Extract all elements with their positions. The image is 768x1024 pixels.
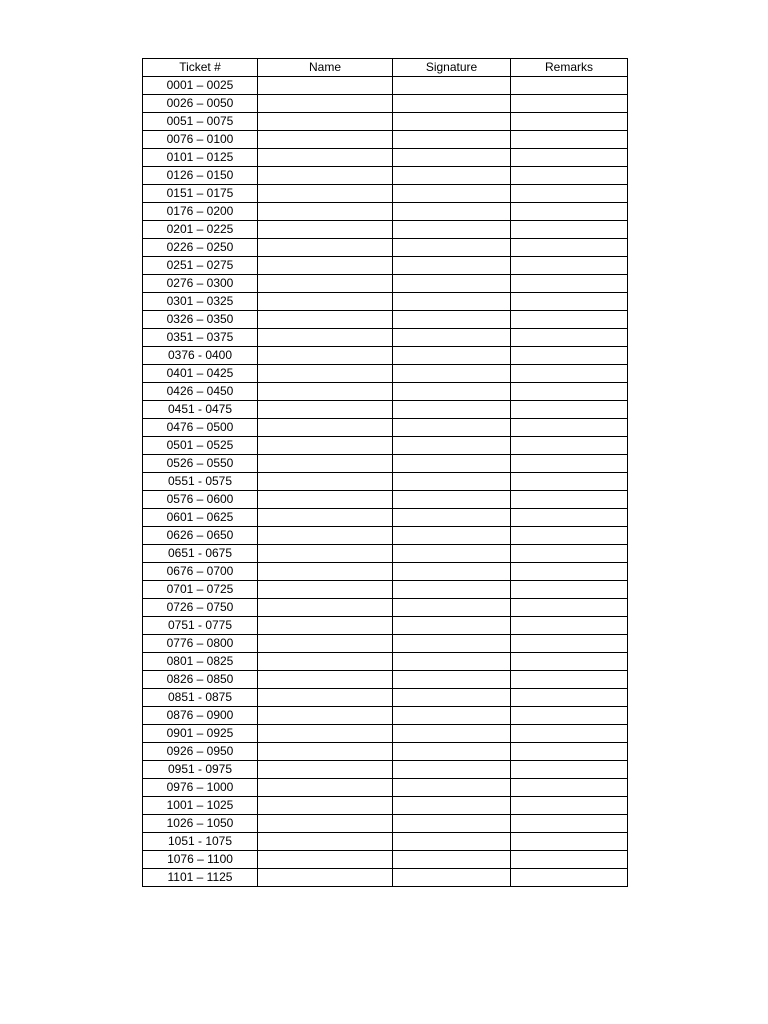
name-cell	[258, 815, 393, 833]
ticket-log-sheet	[142, 58, 627, 887]
ticket-range-cell: 0476 – 0500	[143, 419, 258, 437]
signature-cell	[393, 617, 511, 635]
signature-cell	[393, 221, 511, 239]
name-cell	[258, 563, 393, 581]
remarks-cell	[511, 347, 628, 365]
remarks-cell	[511, 653, 628, 671]
ticket-range-cell: 0901 – 0925	[143, 725, 258, 743]
ticket-range-cell: 1051 - 1075	[143, 833, 258, 851]
table-row	[143, 95, 628, 113]
remarks-cell	[511, 671, 628, 689]
name-cell	[258, 401, 393, 419]
name-cell	[258, 437, 393, 455]
name-cell	[258, 851, 393, 869]
name-cell	[258, 797, 393, 815]
signature-cell	[393, 671, 511, 689]
name-cell	[258, 77, 393, 95]
name-cell	[258, 347, 393, 365]
signature-cell	[393, 725, 511, 743]
ticket-range-cell: 0976 – 1000	[143, 779, 258, 797]
table-row	[143, 239, 628, 257]
table-row	[143, 311, 628, 329]
name-cell	[258, 509, 393, 527]
ticket-range-cell: 0951 - 0975	[143, 761, 258, 779]
signature-cell	[393, 419, 511, 437]
table-row	[143, 491, 628, 509]
name-cell	[258, 689, 393, 707]
table-row	[143, 293, 628, 311]
name-cell	[258, 221, 393, 239]
ticket-range-cell: 0626 – 0650	[143, 527, 258, 545]
table-row	[143, 473, 628, 491]
remarks-cell	[511, 851, 628, 869]
name-cell	[258, 113, 393, 131]
remarks-cell	[511, 527, 628, 545]
signature-cell	[393, 455, 511, 473]
signature-cell	[393, 329, 511, 347]
remarks-cell	[511, 149, 628, 167]
name-cell	[258, 743, 393, 761]
table-row	[143, 869, 628, 887]
table-row	[143, 599, 628, 617]
signature-cell	[393, 149, 511, 167]
remarks-cell	[511, 761, 628, 779]
ticket-range-cell: 0176 – 0200	[143, 203, 258, 221]
ticket-range-cell: 0326 – 0350	[143, 311, 258, 329]
ticket-range-cell: 0701 – 0725	[143, 581, 258, 599]
signature-cell	[393, 527, 511, 545]
table-row	[143, 203, 628, 221]
table-row	[143, 455, 628, 473]
remarks-cell	[511, 401, 628, 419]
signature-cell	[393, 113, 511, 131]
remarks-cell	[511, 869, 628, 887]
signature-cell	[393, 185, 511, 203]
ticket-range-cell: 0926 – 0950	[143, 743, 258, 761]
ticket-range-cell: 0301 – 0325	[143, 293, 258, 311]
signature-cell	[393, 743, 511, 761]
remarks-cell	[511, 689, 628, 707]
signature-cell	[393, 509, 511, 527]
table-row	[143, 545, 628, 563]
ticket-range-cell: 0251 – 0275	[143, 257, 258, 275]
ticket-table	[142, 58, 628, 887]
ticket-range-cell: 0201 – 0225	[143, 221, 258, 239]
remarks-cell	[511, 311, 628, 329]
ticket-range-cell: 0076 – 0100	[143, 131, 258, 149]
table-row	[143, 221, 628, 239]
name-cell	[258, 581, 393, 599]
signature-cell	[393, 797, 511, 815]
header-remarks: Remarks	[511, 59, 628, 77]
signature-cell	[393, 653, 511, 671]
remarks-cell	[511, 455, 628, 473]
table-row	[143, 779, 628, 797]
name-cell	[258, 203, 393, 221]
name-cell	[258, 239, 393, 257]
signature-cell	[393, 491, 511, 509]
remarks-cell	[511, 509, 628, 527]
header-signature: Signature	[393, 59, 511, 77]
remarks-cell	[511, 743, 628, 761]
name-cell	[258, 365, 393, 383]
remarks-cell	[511, 779, 628, 797]
name-cell	[258, 257, 393, 275]
ticket-range-cell: 0526 – 0550	[143, 455, 258, 473]
table-row	[143, 707, 628, 725]
ticket-range-cell: 1001 – 1025	[143, 797, 258, 815]
name-cell	[258, 725, 393, 743]
table-row	[143, 329, 628, 347]
remarks-cell	[511, 131, 628, 149]
signature-cell	[393, 365, 511, 383]
ticket-range-cell: 0451 - 0475	[143, 401, 258, 419]
name-cell	[258, 455, 393, 473]
signature-cell	[393, 401, 511, 419]
table-row	[143, 113, 628, 131]
table-row	[143, 743, 628, 761]
signature-cell	[393, 437, 511, 455]
table-row	[143, 761, 628, 779]
ticket-range-cell: 0351 – 0375	[143, 329, 258, 347]
name-cell	[258, 329, 393, 347]
signature-cell	[393, 347, 511, 365]
table-row	[143, 437, 628, 455]
table-row	[143, 347, 628, 365]
table-row	[143, 77, 628, 95]
ticket-range-cell: 0226 – 0250	[143, 239, 258, 257]
remarks-cell	[511, 473, 628, 491]
table-row	[143, 149, 628, 167]
ticket-range-cell: 0576 – 0600	[143, 491, 258, 509]
signature-cell	[393, 581, 511, 599]
name-cell	[258, 653, 393, 671]
name-cell	[258, 167, 393, 185]
name-cell	[258, 671, 393, 689]
remarks-cell	[511, 599, 628, 617]
name-cell	[258, 545, 393, 563]
remarks-cell	[511, 491, 628, 509]
header-name: Name	[258, 59, 393, 77]
ticket-range-cell: 1026 – 1050	[143, 815, 258, 833]
signature-cell	[393, 815, 511, 833]
remarks-cell	[511, 275, 628, 293]
table-row	[143, 383, 628, 401]
name-cell	[258, 293, 393, 311]
signature-cell	[393, 293, 511, 311]
remarks-cell	[511, 365, 628, 383]
ticket-range-cell: 0801 – 0825	[143, 653, 258, 671]
table-row	[143, 275, 628, 293]
remarks-cell	[511, 419, 628, 437]
table-row	[143, 671, 628, 689]
remarks-cell	[511, 185, 628, 203]
remarks-cell	[511, 545, 628, 563]
signature-cell	[393, 761, 511, 779]
table-row	[143, 401, 628, 419]
name-cell	[258, 599, 393, 617]
remarks-cell	[511, 581, 628, 599]
table-row	[143, 689, 628, 707]
table-row	[143, 833, 628, 851]
ticket-range-cell: 0151 – 0175	[143, 185, 258, 203]
signature-cell	[393, 833, 511, 851]
ticket-range-cell: 0276 – 0300	[143, 275, 258, 293]
table-row	[143, 509, 628, 527]
name-cell	[258, 635, 393, 653]
name-cell	[258, 707, 393, 725]
table-row	[143, 653, 628, 671]
ticket-range-cell: 0826 – 0850	[143, 671, 258, 689]
ticket-range-cell: 0051 – 0075	[143, 113, 258, 131]
table-row	[143, 185, 628, 203]
ticket-range-cell: 0401 – 0425	[143, 365, 258, 383]
ticket-range-cell: 0676 – 0700	[143, 563, 258, 581]
name-cell	[258, 491, 393, 509]
ticket-range-cell: 0601 – 0625	[143, 509, 258, 527]
signature-cell	[393, 95, 511, 113]
signature-cell	[393, 689, 511, 707]
name-cell	[258, 473, 393, 491]
remarks-cell	[511, 797, 628, 815]
table-row	[143, 257, 628, 275]
remarks-cell	[511, 563, 628, 581]
remarks-cell	[511, 167, 628, 185]
remarks-cell	[511, 815, 628, 833]
signature-cell	[393, 239, 511, 257]
signature-cell	[393, 77, 511, 95]
name-cell	[258, 149, 393, 167]
table-row	[143, 131, 628, 149]
ticket-range-cell: 0651 - 0675	[143, 545, 258, 563]
name-cell	[258, 869, 393, 887]
ticket-range-cell: 0751 - 0775	[143, 617, 258, 635]
table-row	[143, 797, 628, 815]
remarks-cell	[511, 437, 628, 455]
table-row	[143, 563, 628, 581]
table-row	[143, 725, 628, 743]
name-cell	[258, 131, 393, 149]
ticket-range-cell: 0001 – 0025	[143, 77, 258, 95]
signature-cell	[393, 131, 511, 149]
ticket-range-cell: 0426 – 0450	[143, 383, 258, 401]
ticket-range-cell: 0776 – 0800	[143, 635, 258, 653]
table-row	[143, 581, 628, 599]
table-row	[143, 419, 628, 437]
signature-cell	[393, 545, 511, 563]
table-row	[143, 527, 628, 545]
ticket-range-cell: 0851 - 0875	[143, 689, 258, 707]
remarks-cell	[511, 617, 628, 635]
table-body	[143, 77, 628, 887]
table-row	[143, 851, 628, 869]
name-cell	[258, 779, 393, 797]
table-header-row	[143, 59, 628, 77]
ticket-range-cell: 0551 - 0575	[143, 473, 258, 491]
table-row	[143, 815, 628, 833]
table-row	[143, 635, 628, 653]
name-cell	[258, 419, 393, 437]
ticket-range-cell: 0876 – 0900	[143, 707, 258, 725]
ticket-range-cell: 1076 – 1100	[143, 851, 258, 869]
signature-cell	[393, 473, 511, 491]
ticket-range-cell: 0026 – 0050	[143, 95, 258, 113]
name-cell	[258, 833, 393, 851]
remarks-cell	[511, 77, 628, 95]
signature-cell	[393, 311, 511, 329]
name-cell	[258, 185, 393, 203]
remarks-cell	[511, 329, 628, 347]
remarks-cell	[511, 293, 628, 311]
signature-cell	[393, 851, 511, 869]
name-cell	[258, 275, 393, 293]
table-row	[143, 167, 628, 185]
ticket-range-cell: 0501 – 0525	[143, 437, 258, 455]
remarks-cell	[511, 95, 628, 113]
remarks-cell	[511, 203, 628, 221]
signature-cell	[393, 167, 511, 185]
signature-cell	[393, 275, 511, 293]
name-cell	[258, 383, 393, 401]
remarks-cell	[511, 221, 628, 239]
signature-cell	[393, 203, 511, 221]
signature-cell	[393, 635, 511, 653]
signature-cell	[393, 563, 511, 581]
remarks-cell	[511, 707, 628, 725]
remarks-cell	[511, 257, 628, 275]
remarks-cell	[511, 383, 628, 401]
name-cell	[258, 761, 393, 779]
remarks-cell	[511, 725, 628, 743]
table-row	[143, 617, 628, 635]
name-cell	[258, 527, 393, 545]
remarks-cell	[511, 113, 628, 131]
signature-cell	[393, 707, 511, 725]
remarks-cell	[511, 833, 628, 851]
name-cell	[258, 617, 393, 635]
remarks-cell	[511, 239, 628, 257]
header-ticket: Ticket #	[143, 59, 258, 77]
signature-cell	[393, 869, 511, 887]
ticket-range-cell: 1101 – 1125	[143, 869, 258, 887]
signature-cell	[393, 383, 511, 401]
table-row	[143, 365, 628, 383]
signature-cell	[393, 257, 511, 275]
ticket-range-cell: 0126 – 0150	[143, 167, 258, 185]
ticket-range-cell: 0726 – 0750	[143, 599, 258, 617]
name-cell	[258, 311, 393, 329]
name-cell	[258, 95, 393, 113]
ticket-range-cell: 0376 - 0400	[143, 347, 258, 365]
signature-cell	[393, 779, 511, 797]
signature-cell	[393, 599, 511, 617]
ticket-range-cell: 0101 – 0125	[143, 149, 258, 167]
remarks-cell	[511, 635, 628, 653]
